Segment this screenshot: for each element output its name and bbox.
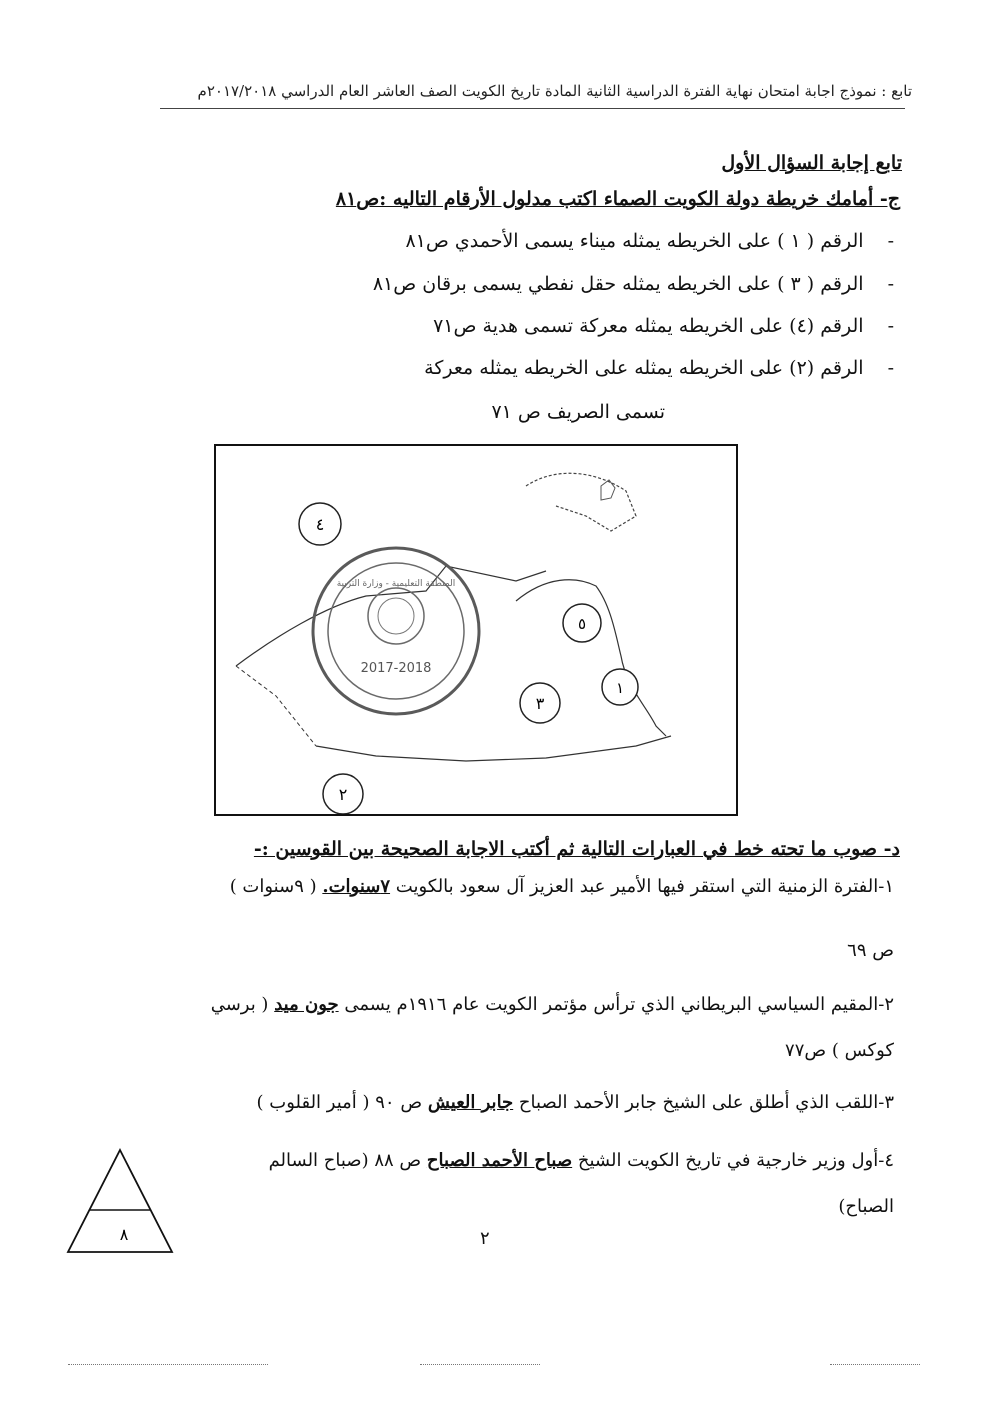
item-bullet: - xyxy=(887,230,894,252)
underlined-term: جون ميد xyxy=(274,994,339,1015)
question-2-line2: كوكس ) ص٧٧ xyxy=(785,1040,894,1061)
question-text: الفترة الزمنية التي استقر فيها الأمير عبد العزيز آل سعود بالكويت xyxy=(390,876,879,897)
footer-divider-middle xyxy=(420,1364,540,1365)
score-triangle xyxy=(64,1148,176,1256)
answer-item-4 xyxy=(424,357,894,379)
item-text: الرقم (٢) على الخريطه يمثله على الخريطه يمثله معركة xyxy=(424,357,864,379)
underlined-term: ٧سنوات. xyxy=(322,876,391,897)
question-text: المقيم السياسي البريطاني الذي ترأس مؤتمر الكويت عام ١٩١٦م يسمى xyxy=(338,994,879,1015)
marker-label: ١ xyxy=(615,679,625,697)
item-bullet: - xyxy=(887,273,894,295)
map-marker-2 xyxy=(323,774,363,814)
question-text: أول وزير خارجية في تاريخ الكويت الشيخ xyxy=(572,1150,879,1171)
footer-divider-right xyxy=(830,1364,920,1365)
question-answer: ص ٨٨ (صباح السالم xyxy=(268,1150,427,1171)
marker-label: ٣ xyxy=(535,694,545,713)
marker-label: ٢ xyxy=(338,785,348,804)
score-value: ٨ xyxy=(119,1225,129,1244)
item-text: الرقم ( ٣ ) على الخريطه يمثله حقل نفطي يسمى برقان ص٨١ xyxy=(372,273,864,295)
answer-item-2 xyxy=(373,273,894,295)
item-bullet: - xyxy=(887,357,894,379)
item-text: الرقم ( ١ ) على الخريطه يمثله ميناء يسمى الأحمدي ص٨١ xyxy=(405,230,864,252)
map-marker-5 xyxy=(563,604,601,642)
question-text: اللقب الذي أطلق على الشيخ جابر الأحمد الصباح xyxy=(513,1092,879,1113)
page-number: ٢ xyxy=(480,1228,490,1249)
question-number: ٤- xyxy=(878,1150,894,1171)
marker-label: ٤ xyxy=(315,515,325,534)
question-4 xyxy=(269,1150,894,1171)
map-marker-1 xyxy=(602,669,638,705)
map-marker-4 xyxy=(299,503,341,545)
header-divider xyxy=(160,108,905,109)
footer-divider-left xyxy=(68,1364,268,1365)
part-c-heading: ج- أمامك خريطة دولة الكويت الصماء اكتب مدلول الأرقام التاليه :ص٨١ xyxy=(335,188,900,210)
question-number: ٣- xyxy=(878,1092,894,1113)
marker-label: ٥ xyxy=(577,615,587,633)
item-text: الرقم (٤) على الخريطه يمثله معركة تسمى هدية ص٧١ xyxy=(433,315,864,337)
document-header: تابع : نموذج اجابة امتحان نهاية الفترة الدراسية الثانية المادة تاريخ الكويت الصف العاشر العام الدراسي ٢٠١٧/٢٠١٨م xyxy=(197,82,912,100)
official-stamp xyxy=(313,548,479,714)
answer-item-3 xyxy=(433,315,894,337)
question-2 xyxy=(211,994,894,1015)
stamp-text: المنطقة التعليمية - وزارة التربية xyxy=(336,579,456,589)
stamp-year: 2017-2018 xyxy=(360,661,432,676)
kuwait-map xyxy=(214,444,738,816)
question-3 xyxy=(257,1092,894,1113)
underlined-term: جابر العيش xyxy=(427,1092,514,1113)
underlined-term: صباح الأحمد الصباح xyxy=(426,1150,573,1171)
map-drawing xyxy=(216,446,736,814)
question-4-line2: الصباح) xyxy=(838,1196,894,1217)
question-1 xyxy=(230,876,894,897)
map-marker-3 xyxy=(520,683,560,723)
item-bullet: - xyxy=(887,315,894,337)
section-title: تابع إجابة السؤال الأول xyxy=(721,152,902,174)
question-1-line2: ص ٦٩ xyxy=(847,940,894,961)
question-answer: ( ٩سنوات ) xyxy=(229,876,323,897)
part-d-heading: د- صوب ما تحته خط في العبارات التالية ثم أكتب الاجابة الصحيحة بين القوسين :- xyxy=(253,838,900,860)
answer-item-4-continuation: تسمى الصريف ص ٧١ xyxy=(491,401,665,423)
question-number: ٢- xyxy=(878,994,894,1015)
question-answer: ( برسي xyxy=(210,994,275,1015)
question-answer: ص ٩٠ ( أمير القلوب ) xyxy=(256,1092,428,1113)
question-number: ١- xyxy=(878,876,894,897)
answer-item-1 xyxy=(405,230,894,252)
